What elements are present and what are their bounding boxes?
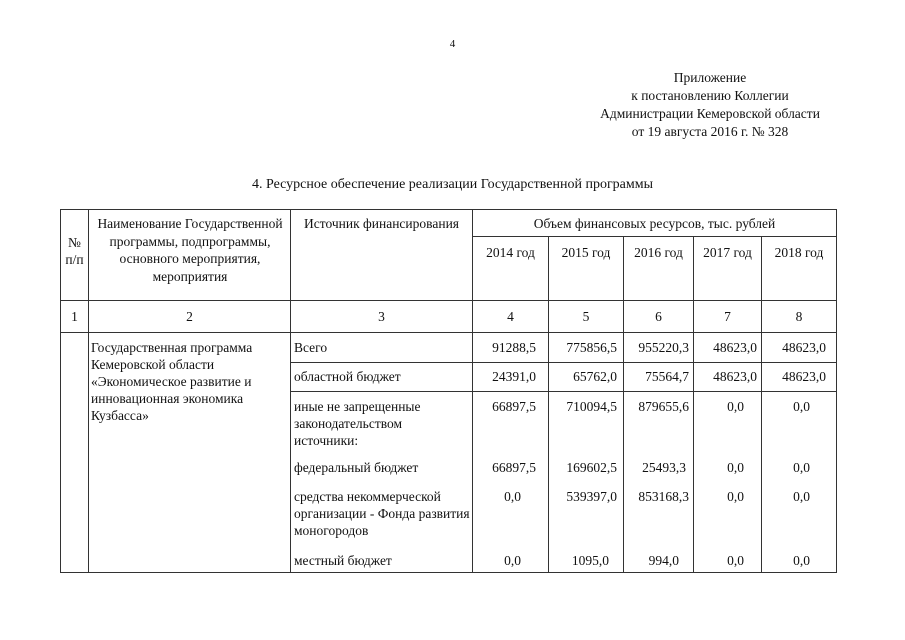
table-col-divider-3 (472, 209, 473, 573)
header-volume: Объем финансовых ресурсов, тыс. рублей (533, 216, 776, 231)
row-value-2014: 66897,5 (492, 399, 536, 414)
row-source: иные не запрещенные законодательством источники: (294, 399, 421, 448)
row-value-2018: 0,0 (793, 489, 810, 504)
row-source: областной бюджет (294, 369, 401, 384)
row-value-2018: 0,0 (793, 460, 810, 475)
row-value-2015: 539397,0 (566, 489, 617, 504)
appendix-block (560, 69, 860, 141)
table-line-colnums-bottom (60, 332, 837, 333)
header-year-2015: 2015 год (561, 245, 611, 260)
table-border-bottom (60, 572, 837, 573)
row-value-2015: 1095,0 (571, 553, 609, 568)
row-value-2015: 775856,5 (566, 340, 617, 355)
table-line-header-bottom (60, 300, 837, 301)
program-name: Государственная программа Кемеровской области «Экономическое развитие и инновационная экономика Кузбасса» (91, 340, 253, 423)
header-num-symbol: № (68, 235, 81, 250)
col-number-7: 7 (724, 309, 731, 324)
table-col-divider-1 (88, 209, 89, 573)
row-value-2017: 0,0 (727, 489, 744, 504)
table-line-row2-bottom (290, 391, 837, 392)
row-value-2016: 994,0 (648, 553, 679, 568)
row-value-2016: 75564,7 (645, 369, 689, 384)
row-value-2015: 65762,0 (573, 369, 617, 384)
col-number-1: 1 (71, 309, 78, 324)
row-source: местный бюджет (294, 553, 392, 568)
section-title: 4. Ресурсное обеспечение реализации Государственной программы (251, 177, 654, 192)
row-value-2014: 91288,5 (492, 340, 536, 355)
header-num-cell (61, 234, 88, 268)
row-source: средства некоммерческой организации - Фонда развития моногородов (294, 489, 470, 538)
table-line-row1-bottom (290, 362, 837, 363)
row-value-2018: 48623,0 (782, 340, 826, 355)
row-value-2016: 955220,3 (638, 340, 689, 355)
row-value-2017: 0,0 (727, 553, 744, 568)
row-value-2017: 48623,0 (713, 340, 757, 355)
row-value-2014: 0,0 (504, 489, 521, 504)
col-number-3: 3 (378, 309, 385, 324)
table-border-right (836, 209, 837, 573)
row-value-2014: 0,0 (504, 553, 521, 568)
row-value-2015: 710094,5 (566, 399, 617, 414)
table-border-top (60, 209, 837, 210)
appendix-line-4: от 19 августа 2016 г. № 328 (631, 124, 789, 139)
row-value-2016: 25493,3 (642, 460, 686, 475)
header-year-2018: 2018 год (774, 245, 824, 260)
header-source: Источник финансирования (303, 216, 459, 231)
row-value-2018: 0,0 (793, 399, 810, 414)
header-year-2014: 2014 год (486, 245, 535, 260)
col-number-8: 8 (795, 309, 803, 324)
header-num-abbr: п/п (65, 252, 84, 267)
row-value-2016: 879655,6 (638, 399, 689, 414)
appendix-line-2: к постановлению Коллегии (631, 88, 789, 103)
row-value-2016: 853168,3 (638, 489, 689, 504)
header-year-2017: 2017 год (703, 245, 752, 260)
col-number-5: 5 (582, 309, 590, 324)
row-value-2014: 66897,5 (492, 460, 536, 475)
col-number-6: 6 (655, 309, 662, 324)
col-number-2: 2 (186, 309, 193, 324)
row-value-2017: 0,0 (727, 399, 744, 414)
row-value-2017: 48623,0 (713, 369, 757, 384)
row-value-2014: 24391,0 (492, 369, 536, 384)
row-value-2018: 48623,0 (782, 369, 826, 384)
header-name: Наименование Государственной программы, подпрограммы, основного мероприятия, мероприятия (97, 216, 283, 284)
appendix-line-1: Приложение (673, 70, 747, 85)
col-number-4: 4 (507, 309, 514, 324)
appendix-line-3: Администрации Кемеровской области (600, 106, 820, 121)
row-source: федеральный бюджет (294, 460, 419, 475)
page-number: 4 (449, 38, 456, 50)
table-line-years-top (472, 236, 837, 237)
row-source: Всего (294, 340, 328, 355)
header-year-2016: 2016 год (634, 245, 683, 260)
table-col-divider-2 (290, 209, 291, 573)
row-value-2018: 0,0 (793, 553, 810, 568)
row-value-2017: 0,0 (727, 460, 744, 475)
row-value-2015: 169602,5 (566, 460, 617, 475)
